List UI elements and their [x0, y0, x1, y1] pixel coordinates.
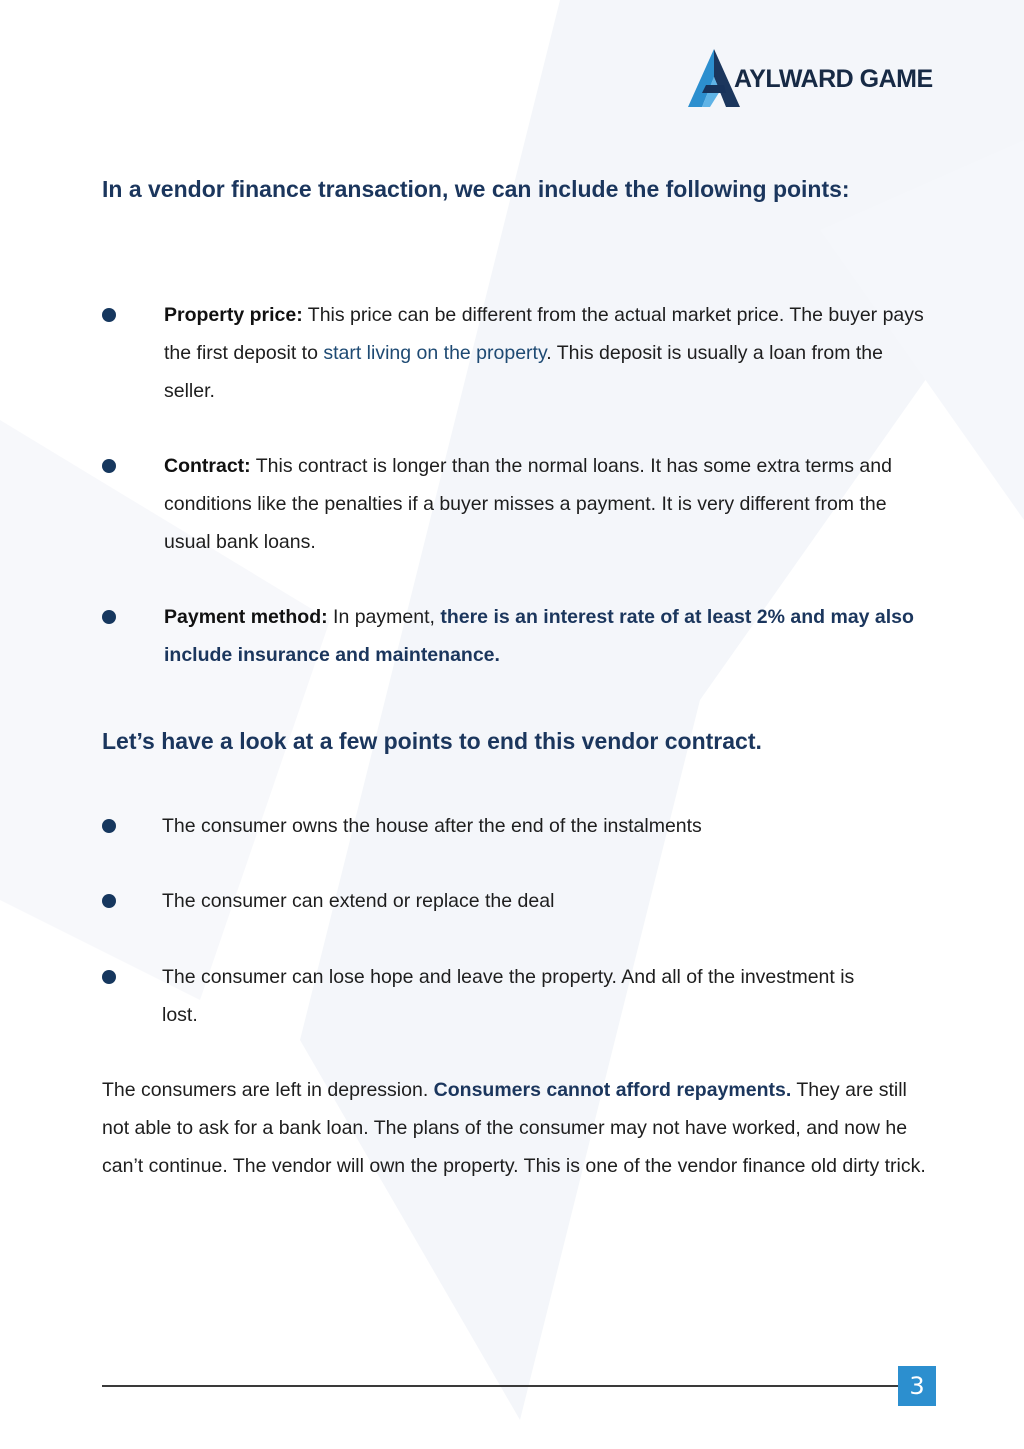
item-label: Contract:: [164, 455, 251, 477]
list-item-text: [164, 296, 934, 410]
paragraph-text: The consumers are left in depression.: [102, 1079, 434, 1101]
paragraph-emphasis: Consumers cannot afford repayments.: [433, 1079, 792, 1101]
item-emphasis: there is an interest rate of at least 2% and may also include insurance and maintenance.: [164, 606, 914, 666]
list-item-text: The consumer can lose hope and leave the property. And all of the investment is lost.: [162, 966, 855, 1026]
brand-logo: [684, 46, 956, 110]
brand-name: AYLWARD GAME: [734, 64, 933, 93]
bullet-icon: [102, 819, 116, 833]
list-item-text: The consumer can extend or replace the deal: [162, 890, 555, 912]
item-text: . This deposit is usually a loan from the seller.: [164, 342, 883, 402]
item-label: Property price:: [164, 304, 303, 326]
page-number: 3: [898, 1366, 936, 1406]
bullet-icon: [102, 308, 116, 322]
paragraph-text: They are still not able to ask for a bank loan. The plans of the consumer may not have worked, and now he can’t continue. The vendor will own the property. This is one of the vendor finance old dirty trick.: [102, 1079, 926, 1177]
footer-divider: [102, 1385, 902, 1387]
section-heading: In a vendor finance transaction, we can include the following points:: [102, 176, 850, 202]
list-item-text: [164, 447, 934, 561]
list-item-text: [164, 598, 934, 674]
bullet-icon: [102, 610, 116, 624]
bullet-icon: [102, 970, 116, 984]
list-item-text: The consumer owns the house after the end of the instalments: [162, 815, 702, 837]
item-text: This price can be different from the actual market price. The buyer pays the first deposit to: [164, 304, 924, 364]
closing-paragraph: [102, 1071, 932, 1185]
section-heading: Let’s have a look at a few points to end this vendor contract.: [102, 728, 762, 754]
triangle-a-logo-icon: [684, 47, 740, 109]
item-text: This contract is longer than the normal loans. It has some extra terms and conditions like the penalties if a buyer misses a payment. It is very different from the usual bank loans.: [164, 455, 892, 553]
item-text: In payment,: [327, 606, 441, 628]
bullet-icon: [102, 459, 116, 473]
item-label: Payment method:: [164, 606, 328, 628]
property-link[interactable]: start living on the property: [323, 342, 547, 364]
bullet-icon: [102, 894, 116, 908]
